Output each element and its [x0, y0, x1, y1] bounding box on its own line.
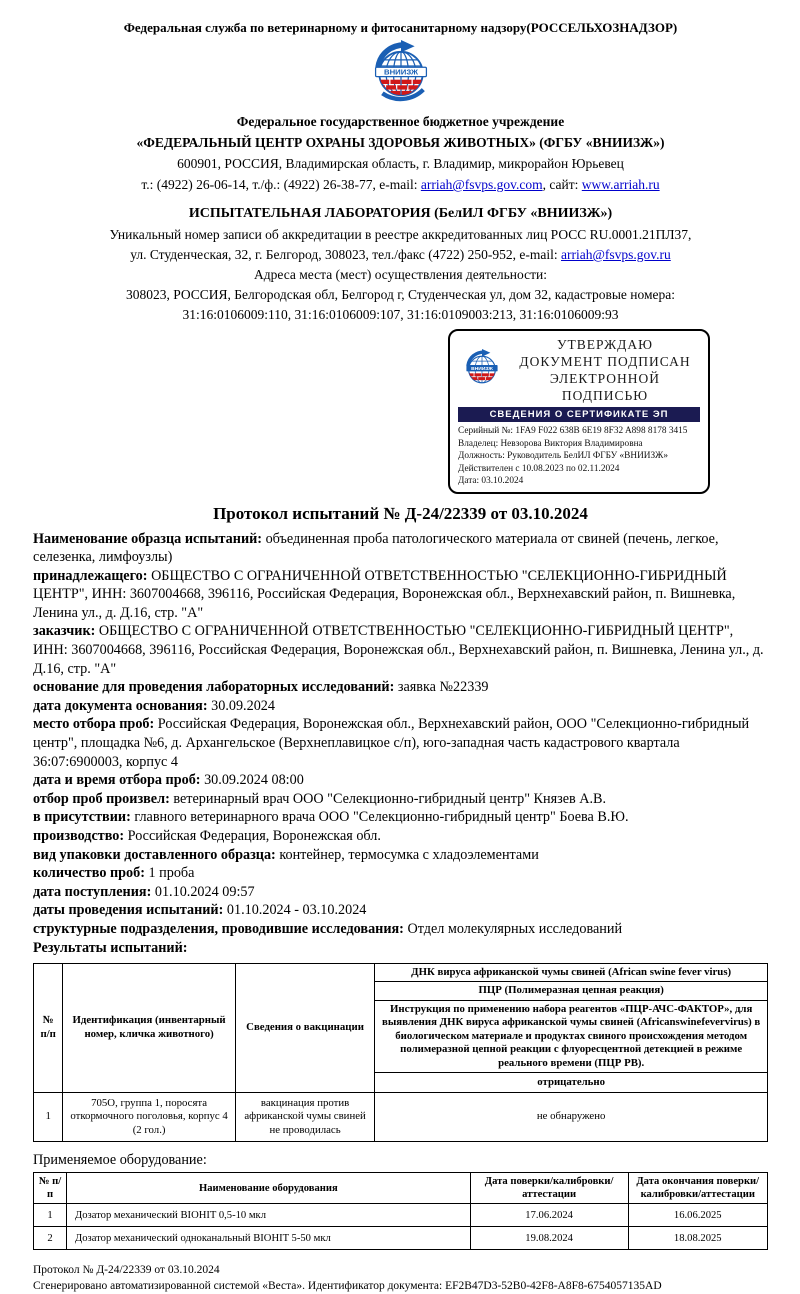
detail-value: Отдел молекулярных исследований — [407, 920, 623, 937]
org-name: «ФЕДЕРАЛЬНЫЙ ЦЕНТР ОХРАНЫ ЗДОРОВЬЯ ЖИВОТНЫХ» (ФГБУ «ВНИИЗЖ») — [136, 135, 665, 150]
detail-label: дата поступления: — [33, 883, 152, 900]
stamp-signed-line2: ЭЛЕКТРОННОЙ ПОДПИСЬЮ — [549, 371, 661, 403]
detail-row — [33, 678, 768, 697]
detail-label: основание для проведения лабораторных исследований: — [33, 679, 395, 696]
equipment-name: Дозатор механический одноканальный BIOHIT 5-50 мкл — [67, 1227, 471, 1250]
org-email-link[interactable]: arriah@fsvps.gov.com — [420, 177, 543, 192]
results-test-name: ДНК вируса африканской чумы свиней (African swine fever virus) — [375, 963, 768, 982]
detail-value: главного ветеринарного врача ООО "Селекционно-гибридный центр" Боева В.Ю. — [134, 809, 629, 826]
equipment-name: Дозатор механический BIOHIT 0,5-10 мкл — [67, 1204, 471, 1227]
detail-row — [33, 846, 768, 865]
results-header-identification: Идентификация (инвентарный номер, кличка животного) — [63, 963, 235, 1093]
equipment-date-from: 19.08.2024 — [470, 1227, 628, 1250]
detail-value: Российская Федерация, Воронежская обл. — [127, 828, 381, 844]
lab-address — [33, 245, 768, 265]
lab-address-prefix: ул. Студенческая, 32, г. Белгород, 308023, тел./факс (4722) 250-952, e-mail: — [130, 247, 562, 262]
detail-label: Наименование образца испытаний: — [33, 530, 263, 547]
stamp-approve: УТВЕРЖДАЮ — [556, 337, 654, 352]
detail-label: вид упаковки доставленного образца: — [33, 846, 276, 863]
activity-title: Адреса места (мест) осуществления деятельности: — [254, 267, 547, 282]
detail-row — [33, 827, 768, 846]
footer-protocol-number: Протокол № Д-24/22339 от 03.10.2024 — [33, 1264, 220, 1277]
svg-text:ВНИИЗЖ: ВНИИЗЖ — [383, 67, 418, 77]
stamp-owner: Владелец: Невзорова Виктория Владимировна — [458, 438, 643, 449]
detail-label: дата и время отбора проб: — [33, 772, 201, 789]
detail-value: заявка №22339 — [397, 679, 489, 696]
detail-row — [33, 771, 768, 790]
equipment-header-num: № п/п — [34, 1173, 67, 1204]
detail-value: Российская Федерация, Воронежская обл., Верхнехавский район, ООО "Селекционно-гибридный центр", площадка №6, д. Архангельское (Верхнеплавицкое с/п), юго-западная часть кадастрового квартала 36:07:6900003, корпус 4 — [33, 716, 750, 770]
lab-email-link[interactable]: arriah@fsvps.gov.ru — [561, 247, 671, 262]
svg-text:ВНИИЗЖ: ВНИИЗЖ — [471, 366, 493, 372]
results-test-norm: отрицательно — [375, 1073, 768, 1093]
detail-row — [33, 883, 768, 902]
sample-details — [33, 530, 768, 958]
result-num: 1 — [34, 1093, 63, 1142]
result-value: не обнаружено — [375, 1093, 768, 1142]
contacts-prefix: т.: (4922) 26-06-14, т./ф.: (4922) 26-38-77, e-mail: — [141, 177, 421, 192]
detail-row — [33, 864, 768, 883]
stamp-date: Дата: 03.10.2024 — [458, 476, 524, 486]
detail-label: производство: — [33, 828, 125, 844]
table-row — [34, 1204, 768, 1227]
org-contacts — [33, 174, 768, 195]
result-identification: 705О, группа 1, поросята откормочного поголовья, корпус 4 (2 гол.) — [63, 1093, 235, 1142]
equipment-table — [33, 1172, 768, 1250]
agency-name: Федеральная служба по ветеринарному и фитосанитарному надзору(РОССЕЛЬХОЗНАДЗОР) — [123, 20, 678, 35]
detail-row — [33, 715, 768, 771]
detail-value: ветеринарный врач ООО "Селекционно-гибридный центр" Князев А.В. — [173, 790, 607, 807]
equipment-section-title: Применяемое оборудование: — [33, 1152, 207, 1169]
detail-label: отбор проб произвел: — [33, 790, 170, 807]
signature-stamp — [448, 329, 710, 494]
org-address: 600901, РОССИЯ, Владимирская область, г. Владимир, микрорайон Юрьевец — [177, 156, 624, 171]
protocol-title: Протокол испытаний № Д-24/22339 от 03.10.2024 — [213, 503, 588, 523]
equipment-header-date-from: Дата поверки/калибровки/аттестации — [470, 1173, 628, 1204]
stamp-validity: Действителен с 10.08.2023 по 02.11.2024 — [458, 463, 620, 474]
detail-row — [33, 808, 768, 827]
results-test-instruction: Инструкция по применению набора реагентов «ПЦР-АЧС-ФАКТОР», для выявления ДНК вируса африканской чумы свиней (Africanswinefevervirus) в биологическом материале и продуктах свиного происхождения методом полимеразной цепной реакции с флуоресцентной детекцией в режиме реального времени (ПЦР РВ). — [375, 1000, 768, 1073]
detail-row — [33, 790, 768, 809]
detail-value: 30.09.2024 08:00 — [204, 772, 304, 789]
detail-row — [33, 920, 768, 939]
equipment-header-name: Наименование оборудования — [67, 1173, 471, 1204]
results-section-title: Результаты испытаний: — [33, 939, 188, 956]
detail-row — [33, 697, 768, 716]
stamp-signed-line1: ДОКУМЕНТ ПОДПИСАН — [519, 354, 691, 369]
results-header-num: № п/п — [34, 963, 63, 1093]
org-type: Федеральное государственное бюджетное учреждение — [236, 114, 565, 129]
stamp-logo-icon — [458, 349, 506, 392]
equipment-header-date-to: Дата окончания поверки/калибровки/аттестации — [628, 1173, 767, 1204]
result-vaccination: вакцинация против африканской чумы свиней не проводилась — [235, 1093, 374, 1142]
detail-label: дата документа основания: — [33, 697, 208, 714]
detail-value: ОБЩЕСТВО С ОГРАНИЧЕННОЙ ОТВЕТСТВЕННОСТЬЮ "СЕЛЕКЦИОННО-ГИБРИДНЫЙ ЦЕНТР", ИНН: 3607004668, 396116, Российская Федерация, Воронежская обл., Верхнехавский район, п. Вишневка, Ленина ул., д. Д.16, стр. "А" — [33, 623, 764, 677]
lab-accreditation: Уникальный номер записи об аккредитации в реестре аккредитованных лиц РОСС RU.0001.21ПЛ37, — [109, 227, 692, 242]
activity-address: 308023, РОССИЯ, Белгородская обл, Белгород г, Студенческая ул, дом 32, кадастровые номера: — [125, 287, 676, 302]
results-header-vaccination: Сведения о вакцинации — [235, 963, 374, 1093]
footer-generated-note: Сгенерировано автоматизированной системой «Веста». Идентификатор документа: EF2B47D3-52B0-42F8-A8F8-6754057135AD — [33, 1280, 662, 1293]
equipment-date-to: 16.06.2025 — [628, 1204, 767, 1227]
detail-value: 01.10.2024 - 03.10.2024 — [226, 902, 367, 919]
detail-row — [33, 567, 768, 623]
stamp-serial: Серийный №: 1FA9 F022 638B 6E19 8F32 A898 8178 3415 — [458, 426, 688, 436]
detail-value: объединенная проба патологического материала от свиней (печень, легкое, селезенка, лимфоузлы) — [33, 530, 719, 566]
equipment-num: 2 — [34, 1227, 67, 1250]
detail-row — [33, 530, 768, 567]
vniizh-logo-icon — [357, 40, 445, 107]
table-row — [34, 1093, 768, 1142]
detail-row — [33, 622, 768, 678]
equipment-date-to: 18.08.2025 — [628, 1227, 767, 1250]
detail-row — [33, 901, 768, 920]
detail-label: структурные подразделения, проводившие исследования: — [33, 920, 404, 937]
stamp-position: Должность: Руководитель БелИЛ ФГБУ «ВНИИЗЖ» — [458, 451, 669, 461]
detail-value: 30.09.2024 — [211, 697, 275, 714]
detail-value: контейнер, термосумка с хладоэлементами — [279, 846, 539, 863]
lab-title: ИСПЫТАТЕЛЬНАЯ ЛАБОРАТОРИЯ (БелИЛ ФГБУ «ВНИИЗЖ») — [188, 206, 613, 221]
detail-label: заказчик: — [33, 623, 96, 640]
table-row — [34, 1227, 768, 1250]
detail-value: 01.10.2024 09:57 — [154, 883, 255, 900]
detail-label: место отбора проб: — [33, 716, 155, 733]
contacts-middle: , сайт: — [542, 177, 582, 192]
equipment-num: 1 — [34, 1204, 67, 1227]
stamp-certificate-bar: СВЕДЕНИЯ О СЕРТИФИКАТЕ ЭП — [458, 407, 700, 422]
results-table — [33, 963, 768, 1143]
detail-label: принадлежащего: — [33, 567, 148, 584]
detail-label: в присутствии: — [33, 809, 131, 826]
detail-value: ОБЩЕСТВО С ОГРАНИЧЕННОЙ ОТВЕТСТВЕННОСТЬЮ "СЕЛЕКЦИОННО-ГИБРИДНЫЙ ЦЕНТР", ИНН: 3607004668, 396116, Российская Федерация, Воронежская обл., Верхнехавский район, п. Вишневка, Ленина ул., д. Д.16, стр. "А" — [33, 567, 736, 621]
org-site-link[interactable]: www.arriah.ru — [581, 177, 660, 192]
equipment-date-from: 17.06.2024 — [470, 1204, 628, 1227]
detail-label: количество проб: — [33, 865, 145, 882]
detail-value: 1 проба — [148, 865, 195, 882]
cadastral-numbers: 31:16:0106009:110, 31:16:0106009:107, 31:16:0109003:213, 31:16:0106009:93 — [182, 307, 619, 322]
detail-label: даты проведения испытаний: — [33, 902, 224, 919]
results-test-method: ПЦР (Полимеразная цепная реакция) — [375, 982, 768, 1001]
